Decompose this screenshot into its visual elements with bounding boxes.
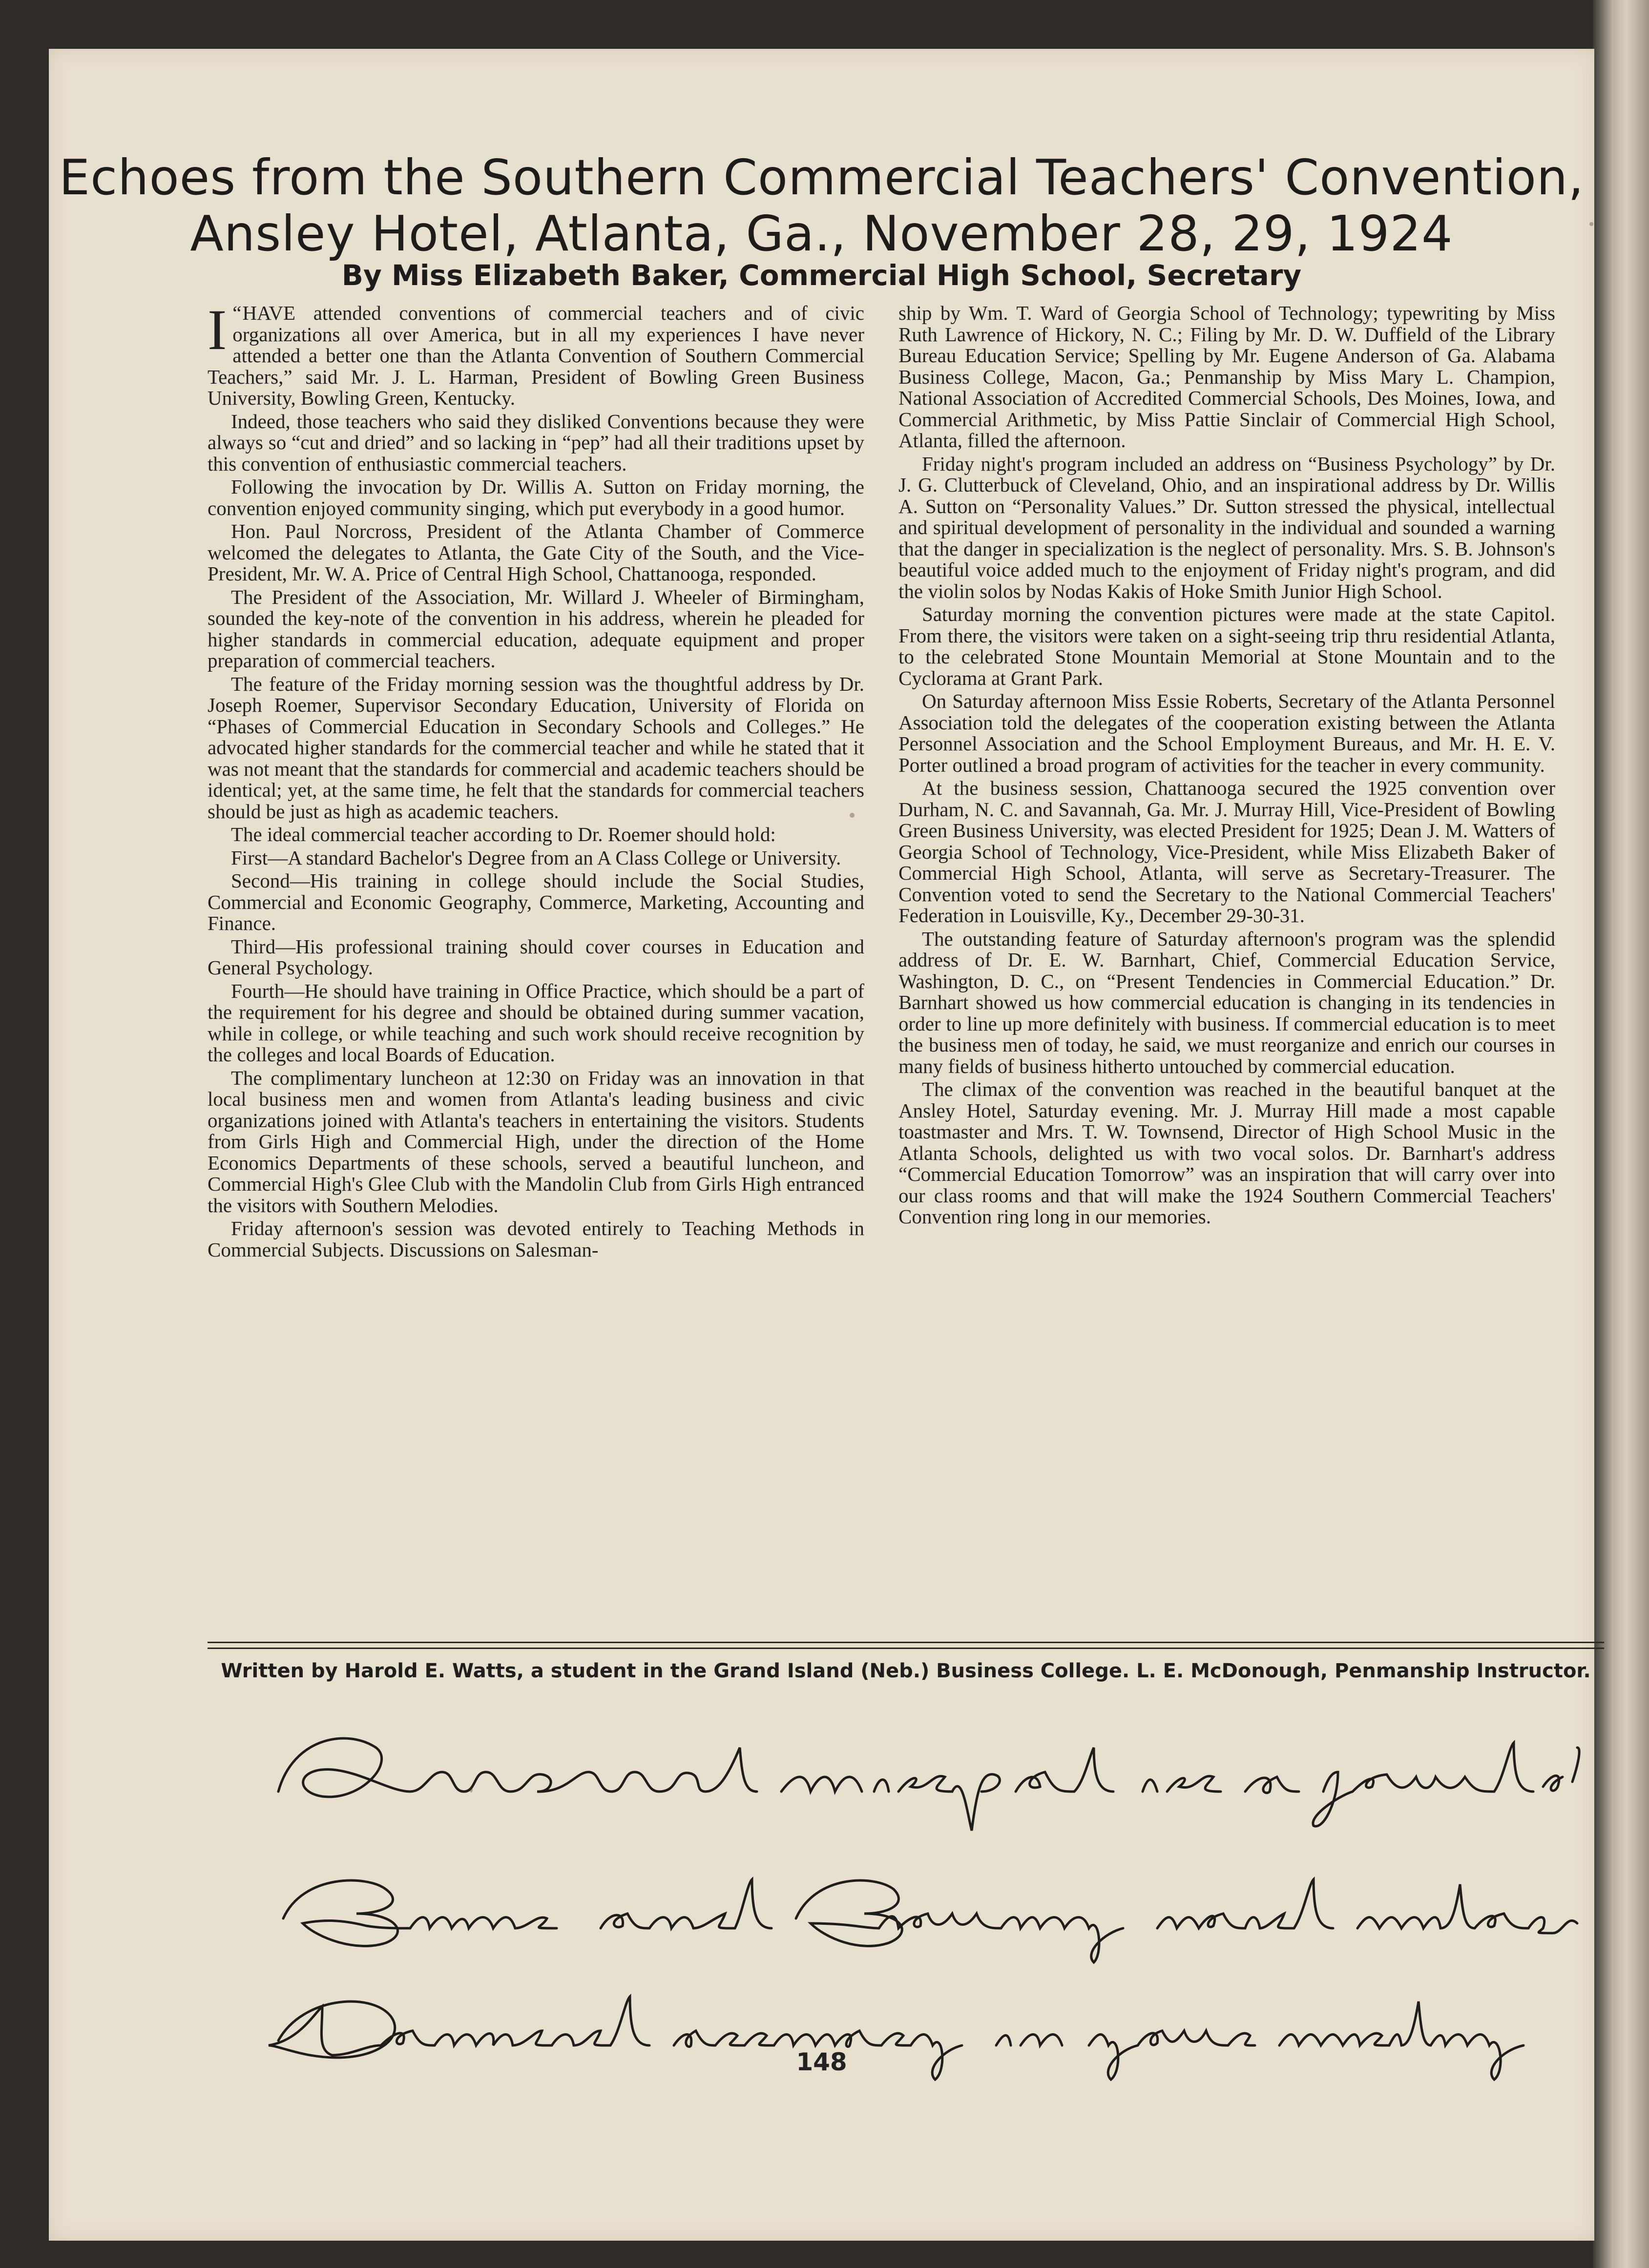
paragraph-text: HAVE attended conventions of commercial teachers and of civic organizations all over America, but in all my experiences I have never attended a better one than the Atlanta Convention of Southern Commercial Teachers,” said Mr. J. L. Harman, President of Bowling Green Business University, Bowling Green, Kentucky. xyxy=(208,302,864,409)
magazine-page xyxy=(49,49,1594,2241)
article-paragraph: Friday night's program included an address on “Business Psychology” by Dr. J. G. Clutterbuck of Cleveland, Ohio, and an inspirational address by Dr. Willis A. Sutton on “Personality Values.” Dr. Sutton stressed the physical, intellectual and spiritual development of personality in the individual and sounded a warning that the danger in specialization is the neglect of personality. Mrs. S. B. Johnson's beautiful voice added much to the enjoyment of Friday night's program, and did the violin solos by Nodas Kakis of Hoke Smith Junior High School. xyxy=(898,452,1555,602)
paper-speck xyxy=(470,1787,473,1793)
scan-page-edge xyxy=(1593,0,1649,2268)
article-paragraph: The feature of the Friday morning session was the thoughtful address by Dr. Joseph Roemer, Supervisor Secondary Education, University of Florida on “Phases of Commercial Education in Secondary Schools and Colleges.” He advocated higher standards for the commercial teacher and while he stated that it was not meant that the standards for commercial and academic teachers should be identical; yet, at the same time, he felt that the standards for commercial teachers should be just as high as academic teachers. xyxy=(208,672,864,823)
article-title-line-2: Ansley Hotel, Atlanta, Ga., November 28, 29, 1924 xyxy=(190,205,1453,262)
article-paragraph: Hon. Paul Norcross, President of the Atlanta Chamber of Commerce welcomed the delegates to Atlanta, the Gate City of the South, and the Vice-President, Mr. W. A. Price of Central High School, Chattanooga, responded. xyxy=(208,520,864,585)
article-paragraph: Third—His professional training should cover courses in Education and General Psychology. xyxy=(208,935,864,979)
article-paragraph: Indeed, those teachers who said they disliked Conventions because they were always so “cut and dried” and so lacking in “pep” had all their traditions upset by this convention of enthusiastic commercial teachers. xyxy=(208,410,864,475)
article-paragraph: The ideal commercial teacher according to Dr. Roemer should hold: xyxy=(231,823,776,845)
article-byline: By Miss Elizabeth Baker, Commercial High School, Secretary xyxy=(341,259,1302,292)
article-paragraph: On Saturday afternoon Miss Essie Roberts, Secretary of the Atlanta Personnel Association told the delegates of the cooperation existing between the Atlanta Personnel Association and the School Employment Bureaus, and Mr. H. E. V. Porter outlined a broad program of activities for the teacher in every community. xyxy=(898,690,1555,776)
drop-cap: I xyxy=(208,298,227,362)
page-number: 148 xyxy=(796,2048,847,2076)
article-opening-paragraph xyxy=(208,298,864,409)
article-paragraph: Saturday morning the convention pictures were made at the state Capitol. From there, the visitors were taken on a sight-seeing trip thru residential Atlanta, to the celebrated Stone Mountain Memorial at Stone Mountain and to the Cyclorama at Grant Park. xyxy=(898,603,1555,689)
penmanship-specimen-line-1 xyxy=(264,1718,1582,1835)
section-divider-rule xyxy=(208,1642,1604,1643)
article-title-line-1: Echoes from the Southern Commercial Teachers' Convention, xyxy=(59,149,1585,206)
paper-speck xyxy=(1589,222,1593,226)
paper-speck xyxy=(850,813,855,818)
article-column-left xyxy=(208,298,864,1630)
article-paragraph: At the business session, Chattanooga secured the 1925 convention over Durham, N. C. and Savannah, Ga. Mr. J. Murray Hill, Vice-President of Bowling Green Business University, was elected President for 1925; Dean J. M. Watters of Georgia School of Technology, Vice-President, while Miss Elizabeth Baker of Commercial High School, Atlanta, will serve as Secretary-Treasurer. The Convention voted to send the Secretary to the National Commercial Teachers' Federation in Louisville, Ky., December 29-30-31. xyxy=(898,777,1555,927)
section-divider-rule xyxy=(208,1648,1604,1649)
article-paragraph: The outstanding feature of Saturday afternoon's program was the splendid address of Dr. E. W. Barnhart, Chief, Commercial Education Service, Washington, D. C., on “Present Tendencies in Commercial Education.” Dr. Barnhart showed us how commercial education is changing in its tendencies in order to line up more definitely with business. If commercial education is to meet the business men of today, he said, we must reorganize and enrich our courses in many fields of business hitherto untouched by commercial education. xyxy=(898,927,1555,1077)
article-paragraph: Following the invocation by Dr. Willis A. Sutton on Friday morning, the convention enjoyed community singing, which put everybody in a good humor. xyxy=(208,475,864,519)
article-paragraph: Fourth—He should have training in Office Practice, which should be a part of the requirement for his degree and should be obtained during summer vacation, while in college, or while teaching and such work should receive recognition by the colleges and local Boards of Education. xyxy=(208,979,864,1066)
article-paragraph-continued: ship by Wm. T. Ward of Georgia School of Technology; typewriting by Miss Ruth Lawrence of Hickory, N. C.; Filing by Mr. D. W. Duffield of the Library Bureau Education Service; Spelling by Mr. Eugene Anderson of Ga. Alabama Business College, Macon, Ga.; Penmanship by Miss Mary L. Champion, National Association of Accredited Commercial Schools, Des Moines, Iowa, and Commercial Arithmetic, by Miss Pattie Sinclair of Commercial High School, Atlanta, filled the afternoon. xyxy=(898,302,1555,452)
article-paragraph: The President of the Association, Mr. Willard J. Wheeler of Birmingham, sounded the key-note of the convention in his address, wherein he pleaded for higher standards in commercial education, adequate equipment and proper preparation of commercial teachers. xyxy=(208,585,864,672)
article-paragraph: The complimentary luncheon at 12:30 on Friday was an innovation in that local business men and women from Atlanta's leading business and civic organizations joined with Atlanta's teachers in entertaining the visitors. Students from Girls High and Commercial High, under the direction of the Home Economics Departments of these schools, served a beautiful luncheon, and Commercial High's Glee Club with the Mandolin Club from Girls High entranced the visitors with Southern Melodies. xyxy=(208,1066,864,1216)
opening-quote: “ xyxy=(232,302,243,324)
penmanship-credit: Written by Harold E. Watts, a student in the Grand Island (Neb.) Business College. L. E. McDonough, Penmanship Instructor. xyxy=(221,1660,1591,1682)
article-paragraph: The climax of the convention was reached in the beautiful banquet at the Ansley Hotel, Saturday evening. Mr. J. Murray Hill made a most capable toastmaster and Mrs. T. W. Townsend, Director of High School Music in the Atlanta Schools, delighted us with two vocal solos. Dr. Barnhart's address “Commercial Education Tomorrow” was an inspiration that will carry over into our class rooms and that will make the 1924 Southern Commercial Teachers' Convention ring long in our memories. xyxy=(898,1078,1555,1228)
article-paragraph: Second—His training in college should include the Social Studies, Commercial and Economic Geography, Commerce, Marketing, Accounting and Finance. xyxy=(208,869,864,934)
article-paragraph: Friday afternoon's session was devoted entirely to Teaching Methods in Commercial Subjects. Discussions on Salesman- xyxy=(208,1217,864,1261)
article-column-right xyxy=(898,303,1555,1630)
article-paragraph: First—A standard Bachelor's Degree from an A Class College or University. xyxy=(231,846,841,869)
penmanship-specimen-line-2 xyxy=(264,1855,1582,1967)
